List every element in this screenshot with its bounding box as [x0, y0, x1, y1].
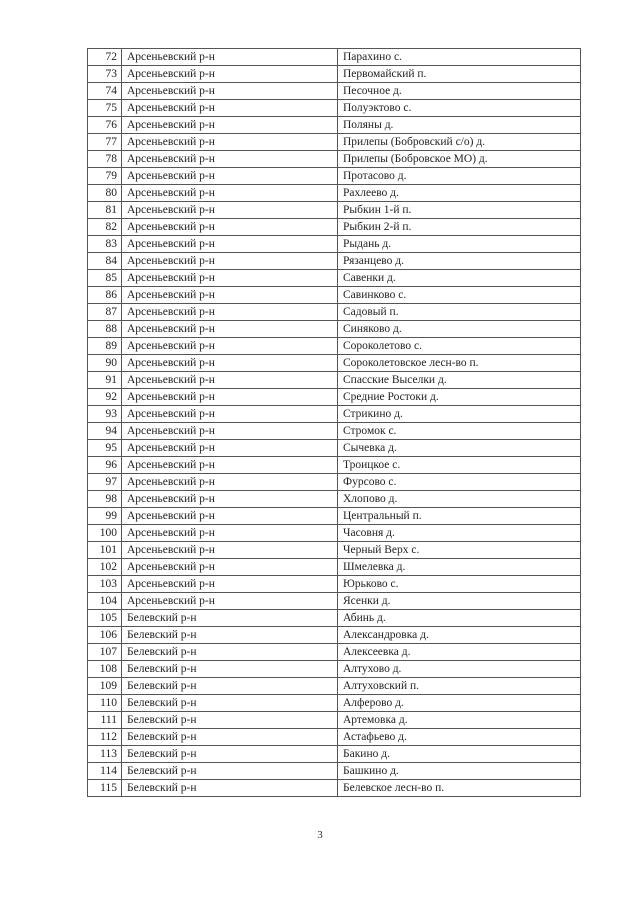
district-cell: Арсеньевский р-н — [122, 219, 338, 236]
locality-cell: Рыдань д. — [338, 236, 581, 253]
district-cell: Белевский р-н — [122, 712, 338, 729]
row-number-cell: 97 — [88, 474, 122, 491]
row-number-cell: 107 — [88, 644, 122, 661]
district-cell: Арсеньевский р-н — [122, 236, 338, 253]
table-row — [88, 338, 581, 355]
row-number-cell: 76 — [88, 117, 122, 134]
table-row — [88, 627, 581, 644]
district-cell: Белевский р-н — [122, 746, 338, 763]
locality-cell: Песочное д. — [338, 83, 581, 100]
district-cell: Арсеньевский р-н — [122, 185, 338, 202]
row-number-cell: 109 — [88, 678, 122, 695]
table-row — [88, 440, 581, 457]
locality-cell: Астафьево д. — [338, 729, 581, 746]
row-number-cell: 75 — [88, 100, 122, 117]
table-row — [88, 321, 581, 338]
table-row — [88, 49, 581, 66]
district-cell: Арсеньевский р-н — [122, 83, 338, 100]
table-row — [88, 678, 581, 695]
locality-cell: Сороколетово с. — [338, 338, 581, 355]
table-row — [88, 525, 581, 542]
table-row — [88, 83, 581, 100]
row-number-cell: 81 — [88, 202, 122, 219]
locality-cell: Шмелевка д. — [338, 559, 581, 576]
locality-cell: Сороколетовское лесн-во п. — [338, 355, 581, 372]
table-row — [88, 304, 581, 321]
district-cell: Арсеньевский р-н — [122, 423, 338, 440]
table-row — [88, 610, 581, 627]
row-number-cell: 92 — [88, 389, 122, 406]
row-number-cell: 113 — [88, 746, 122, 763]
row-number-cell: 103 — [88, 576, 122, 593]
table-row — [88, 389, 581, 406]
table-row — [88, 151, 581, 168]
locality-cell: Белевское лесн-во п. — [338, 780, 581, 797]
district-cell: Арсеньевский р-н — [122, 542, 338, 559]
row-number-cell: 111 — [88, 712, 122, 729]
locality-cell: Садовый п. — [338, 304, 581, 321]
table-row — [88, 236, 581, 253]
locality-cell: Артемовка д. — [338, 712, 581, 729]
row-number-cell: 90 — [88, 355, 122, 372]
locality-cell: Прилепы (Бобровское МО) д. — [338, 151, 581, 168]
table-body — [88, 49, 581, 797]
district-cell: Белевский р-н — [122, 610, 338, 627]
locality-cell: Рыбкин 1-й п. — [338, 202, 581, 219]
table-row — [88, 134, 581, 151]
locality-cell: Юрьково с. — [338, 576, 581, 593]
district-cell: Арсеньевский р-н — [122, 525, 338, 542]
locality-cell: Фурсово с. — [338, 474, 581, 491]
district-cell: Арсеньевский р-н — [122, 440, 338, 457]
row-number-cell: 95 — [88, 440, 122, 457]
locality-cell: Поляны д. — [338, 117, 581, 134]
locality-cell: Часовня д. — [338, 525, 581, 542]
table-row — [88, 661, 581, 678]
row-number-cell: 102 — [88, 559, 122, 576]
row-number-cell: 83 — [88, 236, 122, 253]
table-row — [88, 423, 581, 440]
table-row — [88, 202, 581, 219]
table-row — [88, 100, 581, 117]
locality-cell: Парахино с. — [338, 49, 581, 66]
district-cell: Арсеньевский р-н — [122, 168, 338, 185]
row-number-cell: 82 — [88, 219, 122, 236]
table-row — [88, 355, 581, 372]
district-cell: Арсеньевский р-н — [122, 389, 338, 406]
locality-cell: Синяково д. — [338, 321, 581, 338]
locality-cell: Полуэктово с. — [338, 100, 581, 117]
row-number-cell: 72 — [88, 49, 122, 66]
locality-cell: Центральный п. — [338, 508, 581, 525]
district-cell: Арсеньевский р-н — [122, 406, 338, 423]
district-cell: Белевский р-н — [122, 780, 338, 797]
table-row — [88, 287, 581, 304]
district-cell: Арсеньевский р-н — [122, 321, 338, 338]
row-number-cell: 112 — [88, 729, 122, 746]
locality-cell: Первомайский п. — [338, 66, 581, 83]
table-row — [88, 491, 581, 508]
row-number-cell: 94 — [88, 423, 122, 440]
row-number-cell: 96 — [88, 457, 122, 474]
district-cell: Арсеньевский р-н — [122, 253, 338, 270]
row-number-cell: 73 — [88, 66, 122, 83]
row-number-cell: 88 — [88, 321, 122, 338]
district-cell: Белевский р-н — [122, 661, 338, 678]
row-number-cell: 106 — [88, 627, 122, 644]
row-number-cell: 80 — [88, 185, 122, 202]
row-number-cell: 100 — [88, 525, 122, 542]
district-cell: Арсеньевский р-н — [122, 202, 338, 219]
table-row — [88, 780, 581, 797]
row-number-cell: 89 — [88, 338, 122, 355]
district-cell: Арсеньевский р-н — [122, 355, 338, 372]
locality-cell: Рыбкин 2-й п. — [338, 219, 581, 236]
table-row — [88, 746, 581, 763]
table-row — [88, 270, 581, 287]
district-cell: Арсеньевский р-н — [122, 304, 338, 321]
row-number-cell: 108 — [88, 661, 122, 678]
locality-cell: Савинково с. — [338, 287, 581, 304]
district-cell: Белевский р-н — [122, 763, 338, 780]
locality-cell: Башкино д. — [338, 763, 581, 780]
locality-cell: Александровка д. — [338, 627, 581, 644]
row-number-cell: 110 — [88, 695, 122, 712]
locality-cell: Алтуховский п. — [338, 678, 581, 695]
table-row — [88, 559, 581, 576]
table-row — [88, 457, 581, 474]
district-cell: Арсеньевский р-н — [122, 338, 338, 355]
locality-cell: Алексеевка д. — [338, 644, 581, 661]
locality-cell: Хлопово д. — [338, 491, 581, 508]
row-number-cell: 98 — [88, 491, 122, 508]
row-number-cell: 85 — [88, 270, 122, 287]
table-row — [88, 593, 581, 610]
table-row — [88, 66, 581, 83]
table-row — [88, 168, 581, 185]
table-row — [88, 117, 581, 134]
row-number-cell: 86 — [88, 287, 122, 304]
locality-cell: Стромок с. — [338, 423, 581, 440]
district-cell: Арсеньевский р-н — [122, 508, 338, 525]
table-row — [88, 712, 581, 729]
row-number-cell: 74 — [88, 83, 122, 100]
table-row — [88, 542, 581, 559]
row-number-cell: 101 — [88, 542, 122, 559]
table-row — [88, 474, 581, 491]
locality-cell: Средние Ростоки д. — [338, 389, 581, 406]
table-row — [88, 576, 581, 593]
district-cell: Арсеньевский р-н — [122, 287, 338, 304]
district-cell: Арсеньевский р-н — [122, 134, 338, 151]
district-cell: Арсеньевский р-н — [122, 474, 338, 491]
district-cell: Арсеньевский р-н — [122, 66, 338, 83]
locality-cell: Черный Верх с. — [338, 542, 581, 559]
district-cell: Арсеньевский р-н — [122, 593, 338, 610]
row-number-cell: 115 — [88, 780, 122, 797]
locality-cell: Савенки д. — [338, 270, 581, 287]
row-number-cell: 77 — [88, 134, 122, 151]
district-cell: Арсеньевский р-н — [122, 100, 338, 117]
district-cell: Арсеньевский р-н — [122, 457, 338, 474]
table-row — [88, 644, 581, 661]
locality-cell: Прилепы (Бобровский с/о) д. — [338, 134, 581, 151]
row-number-cell: 93 — [88, 406, 122, 423]
row-number-cell: 78 — [88, 151, 122, 168]
table-row — [88, 763, 581, 780]
table-row — [88, 253, 581, 270]
row-number-cell: 79 — [88, 168, 122, 185]
table-row — [88, 406, 581, 423]
district-cell: Арсеньевский р-н — [122, 270, 338, 287]
table-row — [88, 185, 581, 202]
district-cell: Арсеньевский р-н — [122, 151, 338, 168]
district-cell: Белевский р-н — [122, 678, 338, 695]
table-row — [88, 372, 581, 389]
locality-cell: Абинь д. — [338, 610, 581, 627]
district-cell: Белевский р-н — [122, 627, 338, 644]
locality-cell: Рязанцево д. — [338, 253, 581, 270]
district-cell: Белевский р-н — [122, 695, 338, 712]
row-number-cell: 114 — [88, 763, 122, 780]
table-row — [88, 729, 581, 746]
locality-cell: Алферово д. — [338, 695, 581, 712]
locality-cell: Сычевка д. — [338, 440, 581, 457]
locality-cell: Рахлеево д. — [338, 185, 581, 202]
district-cell: Арсеньевский р-н — [122, 49, 338, 66]
page-number: 3 — [317, 829, 323, 841]
locality-cell: Стрикино д. — [338, 406, 581, 423]
locality-cell: Спасские Выселки д. — [338, 372, 581, 389]
locality-cell: Бакино д. — [338, 746, 581, 763]
row-number-cell: 87 — [88, 304, 122, 321]
district-cell: Арсеньевский р-н — [122, 576, 338, 593]
district-cell: Арсеньевский р-н — [122, 372, 338, 389]
row-number-cell: 105 — [88, 610, 122, 627]
locality-cell: Ясенки д. — [338, 593, 581, 610]
table-row — [88, 219, 581, 236]
table-row — [88, 695, 581, 712]
row-number-cell: 91 — [88, 372, 122, 389]
table-row — [88, 508, 581, 525]
row-number-cell: 99 — [88, 508, 122, 525]
locality-cell: Алтухово д. — [338, 661, 581, 678]
district-cell: Белевский р-н — [122, 644, 338, 661]
district-cell: Белевский р-н — [122, 729, 338, 746]
district-cell: Арсеньевский р-н — [122, 117, 338, 134]
locality-cell: Троицкое с. — [338, 457, 581, 474]
settlements-table — [87, 48, 581, 797]
row-number-cell: 84 — [88, 253, 122, 270]
district-cell: Арсеньевский р-н — [122, 559, 338, 576]
locality-cell: Протасово д. — [338, 168, 581, 185]
district-cell: Арсеньевский р-н — [122, 491, 338, 508]
row-number-cell: 104 — [88, 593, 122, 610]
